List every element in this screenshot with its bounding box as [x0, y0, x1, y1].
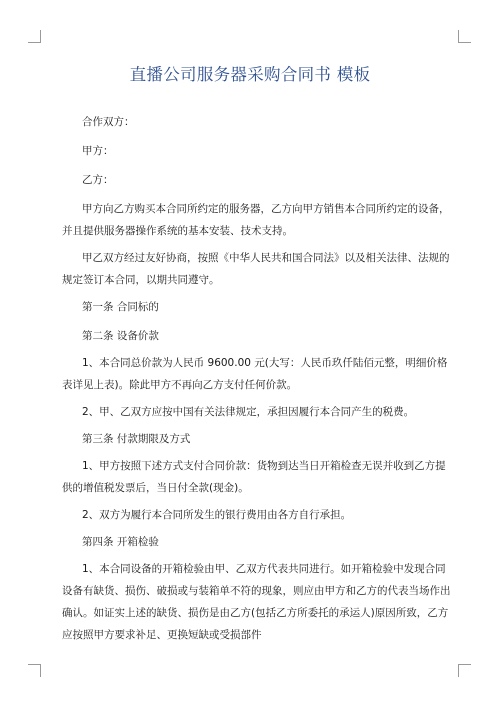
article-3-clause-2: 2、双方为履行本合同所发生的银行费用由各方自行承担。 [82, 509, 352, 521]
party-a-line: 甲方： [82, 145, 114, 157]
legal-basis-paragraph: 甲乙双方经过友好协商，按照《中华人民共和国合同法》以及相关法律、法规的 规定签订本合同，以期共同遵守。 [62, 252, 450, 286]
parties-heading: 合作双方： [82, 116, 135, 128]
article-4-clause-1: 1、本合同设备的开箱检验由甲、乙双方代表共同进行。如开箱检验中发现合同 设备有缺货、损伤、破损或与装箱单不符的现象，则应由甲方和乙方的代表当场作出 确认。如证实上述的缺货、损伤是由乙方(包括乙方所委托的承运人)原因所致，乙方 应按照甲方要求补足、更换短缺或受损部件 [62, 563, 451, 641]
crop-mark-bottom-left [28, 664, 41, 677]
crop-mark-bottom-right [458, 664, 471, 677]
party-b-line: 乙方： [82, 174, 114, 186]
article-2-clause-1: 1、本合同总价款为人民币 9600.00 元(大写：人民币玖仟陆佰元整，明细价格 表详见上表)。除此甲方不再向乙方支付任何价款。 [62, 357, 448, 391]
article-4-heading: 第四条 开箱检验 [82, 536, 159, 548]
document-title: 直播公司服务器采购合同书 模板 [129, 65, 371, 84]
article-2-heading: 第二条 设备价款 [82, 330, 159, 342]
crop-mark-top-right [458, 30, 471, 43]
article-3-clause-1: 1、甲方按照下述方式支付合同价款：货物到达当日开箱检查无误并收到乙方提 供的增值税发票后，当日付全款(现金)。 [62, 460, 446, 494]
intro-paragraph: 甲方向乙方购买本合同所约定的服务器，乙方向甲方销售本合同所约定的设备， 并且提供服务器操作系统的基本安装、技术支持。 [62, 203, 450, 237]
document-body [62, 111, 451, 646]
article-3-heading: 第三条 付款期限及方式 [82, 433, 191, 445]
article-2-clause-2: 2、甲、乙双方应按中国有关法律规定，承担因履行本合同产生的税费。 [82, 406, 415, 418]
crop-mark-top-left [28, 30, 41, 43]
article-1-heading: 第一条 合同标的 [82, 301, 159, 313]
